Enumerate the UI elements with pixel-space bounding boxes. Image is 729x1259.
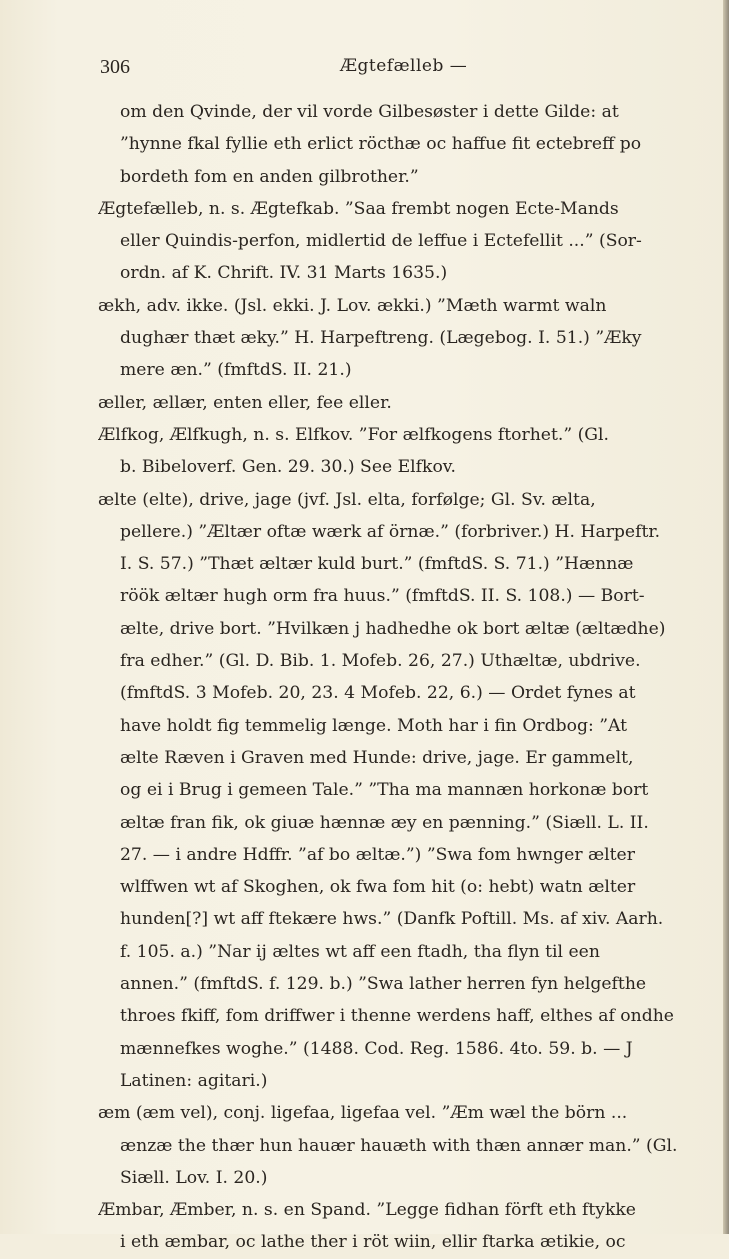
text-line: ælte Ræven i Graven med Hunde: drive, jage. Er gammelt, bbox=[120, 747, 634, 768]
text-line: bordeth fom en anden gilbrother.” bbox=[120, 166, 419, 187]
dictionary-text bbox=[98, 96, 700, 1259]
text-line: og ei i Brug i gemeen Tale.” ”Tha ma mannæn horkonæ bort bbox=[120, 780, 649, 801]
text-line: Siæll. Lov. I. 20.) bbox=[120, 1167, 268, 1188]
text-line: b. Bibeloverf. Gen. 29. 30.) See Elfkov. bbox=[120, 457, 456, 478]
text-line: I. S. 57.) ”Thæt æltær kuld burt.” (fmftdS. S. 71.) ”Hænnæ bbox=[120, 554, 634, 575]
text-line: ordn. af K. Chrift. IV. 31 Marts 1635.) bbox=[120, 263, 448, 284]
text-line: röök æltær hugh orm fra huus.” (fmftdS. II. S. 108.) — Bort- bbox=[120, 586, 645, 607]
text-line: pellere.) ”Æltær oftæ wærk af örnæ.” (forbriver.) H. Harpeftr. bbox=[120, 521, 661, 542]
text-line: dughær thæt æky.” H. Harpeftreng. (Lægebog. I. 51.) ”Æky bbox=[120, 328, 642, 349]
text-line: Latinen: agitari.) bbox=[120, 1070, 268, 1091]
entry-line: Æmbar, Æmber, n. s. en Spand. ”Legge fidhan förft eth ftykke bbox=[98, 1200, 636, 1221]
page-header bbox=[100, 52, 700, 84]
text-line: æltæ fran fik, ok giuæ hænnæ æy en pænning.” (Siæll. L. II. bbox=[120, 812, 649, 833]
entry-line: ækh, adv. ikke. (Jsl. ekki. J. Lov. ækki.) ”Mæth warmt waln bbox=[98, 295, 607, 316]
entry-line: æm (æm vel), conj. ligefaa, ligefaa vel. ”Æm wæl the börn ... bbox=[98, 1103, 628, 1124]
text-line: mænnefkes woghe.” (1488. Cod. Reg. 1586. 4to. 59. b. — J bbox=[120, 1038, 633, 1059]
text-line: wlffwen wt af Skoghen, ok fwa fom hit (o: hebt) watn ælter bbox=[120, 877, 636, 898]
text-line: ”hynne fkal fyllie eth erlict röcthæ oc haffue fit ectebreff po bbox=[120, 134, 642, 155]
text-line: fra edher.” (Gl. D. Bib. 1. Mofeb. 26, 27.) Uthæltæ, ubdrive. bbox=[120, 651, 641, 672]
text-line: om den Qvinde, der vil vorde Gilbesøster i dette Gilde: at bbox=[120, 102, 619, 122]
text-line: ælte, drive bort. ”Hvilkæn j hadhedhe ok bort æltæ (æltædhe) bbox=[120, 618, 666, 639]
text-line: f. 105. a.) ”Nar ij æltes wt aff een ftadh, tha flyn til een bbox=[120, 941, 600, 962]
text-line: mere æn.” (fmftdS. II. 21.) bbox=[120, 360, 352, 381]
page-edge-shadow bbox=[723, 0, 729, 1234]
text-line: ænzæ the thær hun hauær hauæth with thæn annær man.” (Gl. bbox=[120, 1135, 678, 1156]
text-line: throes fkiff, fom driffwer i thenne werdens haff, elthes af ondhe bbox=[120, 1006, 674, 1027]
text-line: (fmftdS. 3 Mofeb. 20, 23. 4 Mofeb. 22, 6.) — Ordet fynes at bbox=[120, 683, 636, 704]
page-number: 306 bbox=[100, 56, 130, 78]
text-line: i eth æmbar, oc lathe ther i röt wiin, ellir ftarka ætikie, oc bbox=[120, 1232, 626, 1253]
entry-line: æller, ællær, enten eller, fee eller. bbox=[98, 392, 392, 413]
text-line: have holdt fig temmelig længe. Moth har i fin Ordbog: ”At bbox=[120, 715, 628, 736]
entry-line: ælte (elte), drive, jage (jvf. Jsl. elta, forfølge; Gl. Sv. ælta, bbox=[98, 489, 596, 510]
text-line: annen.” (fmftdS. f. 129. b.) ”Swa lather herren fyn helgefthe bbox=[120, 974, 647, 995]
running-head: Ægtefælleb — bbox=[340, 56, 468, 76]
entry-line: Ælfkog, Ælfkugh, n. s. Elfkov. ”For ælfkogens ftorhet.” (Gl. bbox=[98, 424, 609, 445]
text-line: hunden[?] wt aff ftekære hws.” (Danfk Poftill. Ms. af xiv. Aarh. bbox=[120, 909, 664, 930]
text-line: eller Quindis-perfon, midlertid de leffue i Ectefellit ...” (Sor- bbox=[120, 231, 642, 252]
entry-line: Ægtefælleb, n. s. Ægtefkab. ”Saa frembt nogen Ecte-Mands bbox=[98, 198, 619, 219]
text-line: 27. — i andre Hdffr. ”af bo æltæ.”) ”Swa fom hwnger ælter bbox=[120, 844, 635, 865]
